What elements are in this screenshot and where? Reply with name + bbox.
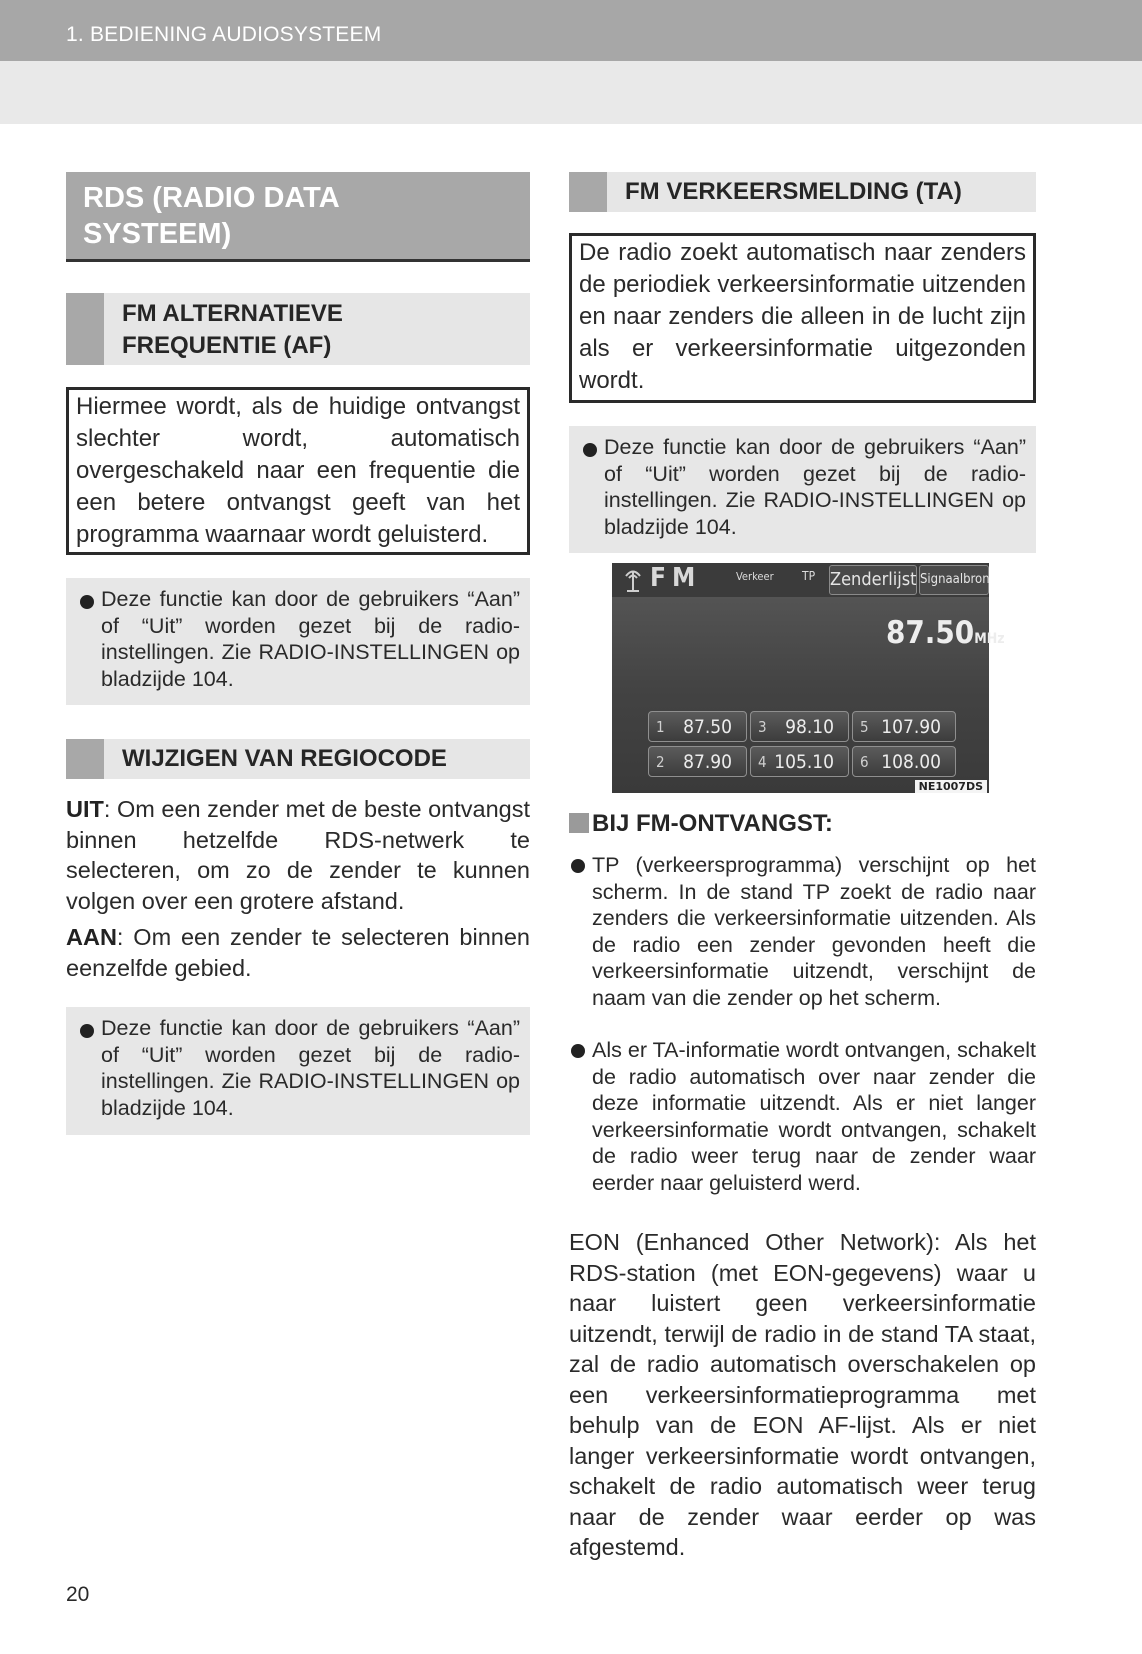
region-aan-text: : Om een zender te selecteren binnen eenzelfde gebied. <box>66 924 530 981</box>
page-number: 20 <box>66 1583 90 1606</box>
frequency-unit: MHz <box>974 631 1005 647</box>
frequency-value: 87.50 <box>886 615 975 651</box>
radio-screen-figure <box>612 563 1005 793</box>
ta-note-text: Deze functie kan door de gebruikers “Aan” of “Uit” worden gezet bij de radio-instellingen. Zie RADIO-INSTELLINGEN op bladzijde 104. <box>604 435 1026 539</box>
af-title-line1: FM ALTERNATIEVE <box>122 300 343 327</box>
region-uit-paragraph <box>66 794 530 916</box>
region-aan-paragraph <box>66 922 530 983</box>
ta-title-text: FM VERKEERSMELDING (TA) <box>625 178 962 205</box>
bullet-dot <box>80 1024 94 1038</box>
band-label: FM <box>650 563 702 593</box>
af-note <box>66 578 530 705</box>
figure-code: NE1007DS <box>915 780 987 793</box>
title-tab <box>569 172 607 212</box>
region-note <box>66 1007 530 1135</box>
tp-bullet-text: TP (verkeersprogramma) verschijnt op het scherm. In de stand TP zoekt de radio naar zenders die verkeersinformatie uitzenden. Als de radio een zender gevonden heeft die verkeersinformatie uitzendt, verschijnt de naam van die zender op het scherm. <box>592 853 1036 1010</box>
af-title-line2: FREQUENTIE (AF) <box>122 332 332 359</box>
tp-bullet <box>569 852 1036 1011</box>
verkeer-label: Verkeer <box>736 570 774 583</box>
preset-button[interactable]: 2 87.90 <box>648 746 747 777</box>
bullet-dot <box>80 595 94 609</box>
region-uit-label: UIT <box>66 796 104 822</box>
ta-bullet <box>569 1037 1036 1196</box>
eon-paragraph: EON (Enhanced Other Network): Als het RDS-station (met EON-gegevens) waar u naar luistert geen verkeersinformatie uitzendt, terwijl de radio in de stand TA staat, zal de radio automatisch overschakelen op een verkeersinformatieprogramma met behulp van de EON AF-lijst. Als er niet langer verkeersinformatie wordt ontvangen, schakelt de radio automatisch weer terug naar de zender waar eerder op was afgestemd. <box>569 1229 1036 1560</box>
title-tab <box>66 293 104 365</box>
ta-bullet-text: Als er TA-informatie wordt ontvangen, schakelt de radio automatisch over naar zender die deze informatie uitzendt. Als er niet langer verkeersinformatie wordt ontvangen, schakelt de radio weer terug naar de zender waar eerder naar geluisterd werd. <box>592 1038 1036 1195</box>
antenna-icon <box>622 567 644 591</box>
bullet-dot <box>571 1044 585 1058</box>
square-marker-icon <box>569 813 589 833</box>
bullet-dot <box>571 859 585 873</box>
frequency-readout <box>886 615 1005 651</box>
fm-reception-heading <box>569 809 833 839</box>
tp-indicator: TP <box>802 569 816 583</box>
preset-button[interactable]: 5 107.90 <box>852 711 956 742</box>
region-aan-label: AAN <box>66 924 117 950</box>
zenderlijst-button[interactable]: Zenderlijst <box>829 565 917 595</box>
ta-note <box>569 426 1036 553</box>
section-title-line1: RDS (RADIO DATA <box>83 182 340 214</box>
title-tab <box>66 739 104 779</box>
header-band <box>0 61 1142 124</box>
section-title-rds <box>66 172 530 262</box>
header-title: 1. BEDIENING AUDIOSYSTEEM <box>66 23 382 46</box>
region-uit-text: : Om een zender met de beste ontvangst binnen hetzelfde RDS-netwerk te selecteren, om zo de zender te kunnen volgen over een grotere afstand. <box>66 796 530 914</box>
preset-button[interactable]: 3 98.10 <box>750 711 849 742</box>
subsection-title-ta <box>569 172 1036 212</box>
region-title-text: WIJZIGEN VAN REGIOCODE <box>122 745 447 772</box>
section-title-line2: SYSTEEM) <box>83 218 232 250</box>
preset-button[interactable]: 1 87.50 <box>648 711 747 742</box>
af-note-text: Deze functie kan door de gebruikers “Aan” of “Uit” worden gezet bij de radio-instellingen. Zie RADIO-INSTELLINGEN op bladzijde 104. <box>101 587 520 691</box>
preset-button[interactable]: 6 108.00 <box>852 746 956 777</box>
af-description-box: Hiermee wordt, als de huidige ontvangst slechter wordt, automatisch overgeschakeld naar een frequentie die een betere ontvangst geeft van het programma waarnaar wordt geluisterd. <box>66 387 530 555</box>
signaalbron-button[interactable]: Signaalbron <box>919 565 989 595</box>
preset-button[interactable]: 4 105.10 <box>750 746 849 777</box>
fm-heading-text: BIJ FM-ONTVANGST: <box>592 810 833 837</box>
region-note-text: Deze functie kan door de gebruikers “Aan” of “Uit” worden gezet bij de radio-instellingen. Zie RADIO-INSTELLINGEN op bladzijde 104. <box>101 1016 520 1120</box>
ta-description-box: De radio zoekt automatisch naar zenders de periodiek verkeersinformatie uitzenden en naar zenders die alleen in de lucht zijn als er verkeersinformatie uitgezonden wordt. <box>569 233 1036 403</box>
subsection-title-region <box>66 739 530 779</box>
subsection-title-af <box>66 293 530 365</box>
bullet-dot <box>583 443 597 457</box>
